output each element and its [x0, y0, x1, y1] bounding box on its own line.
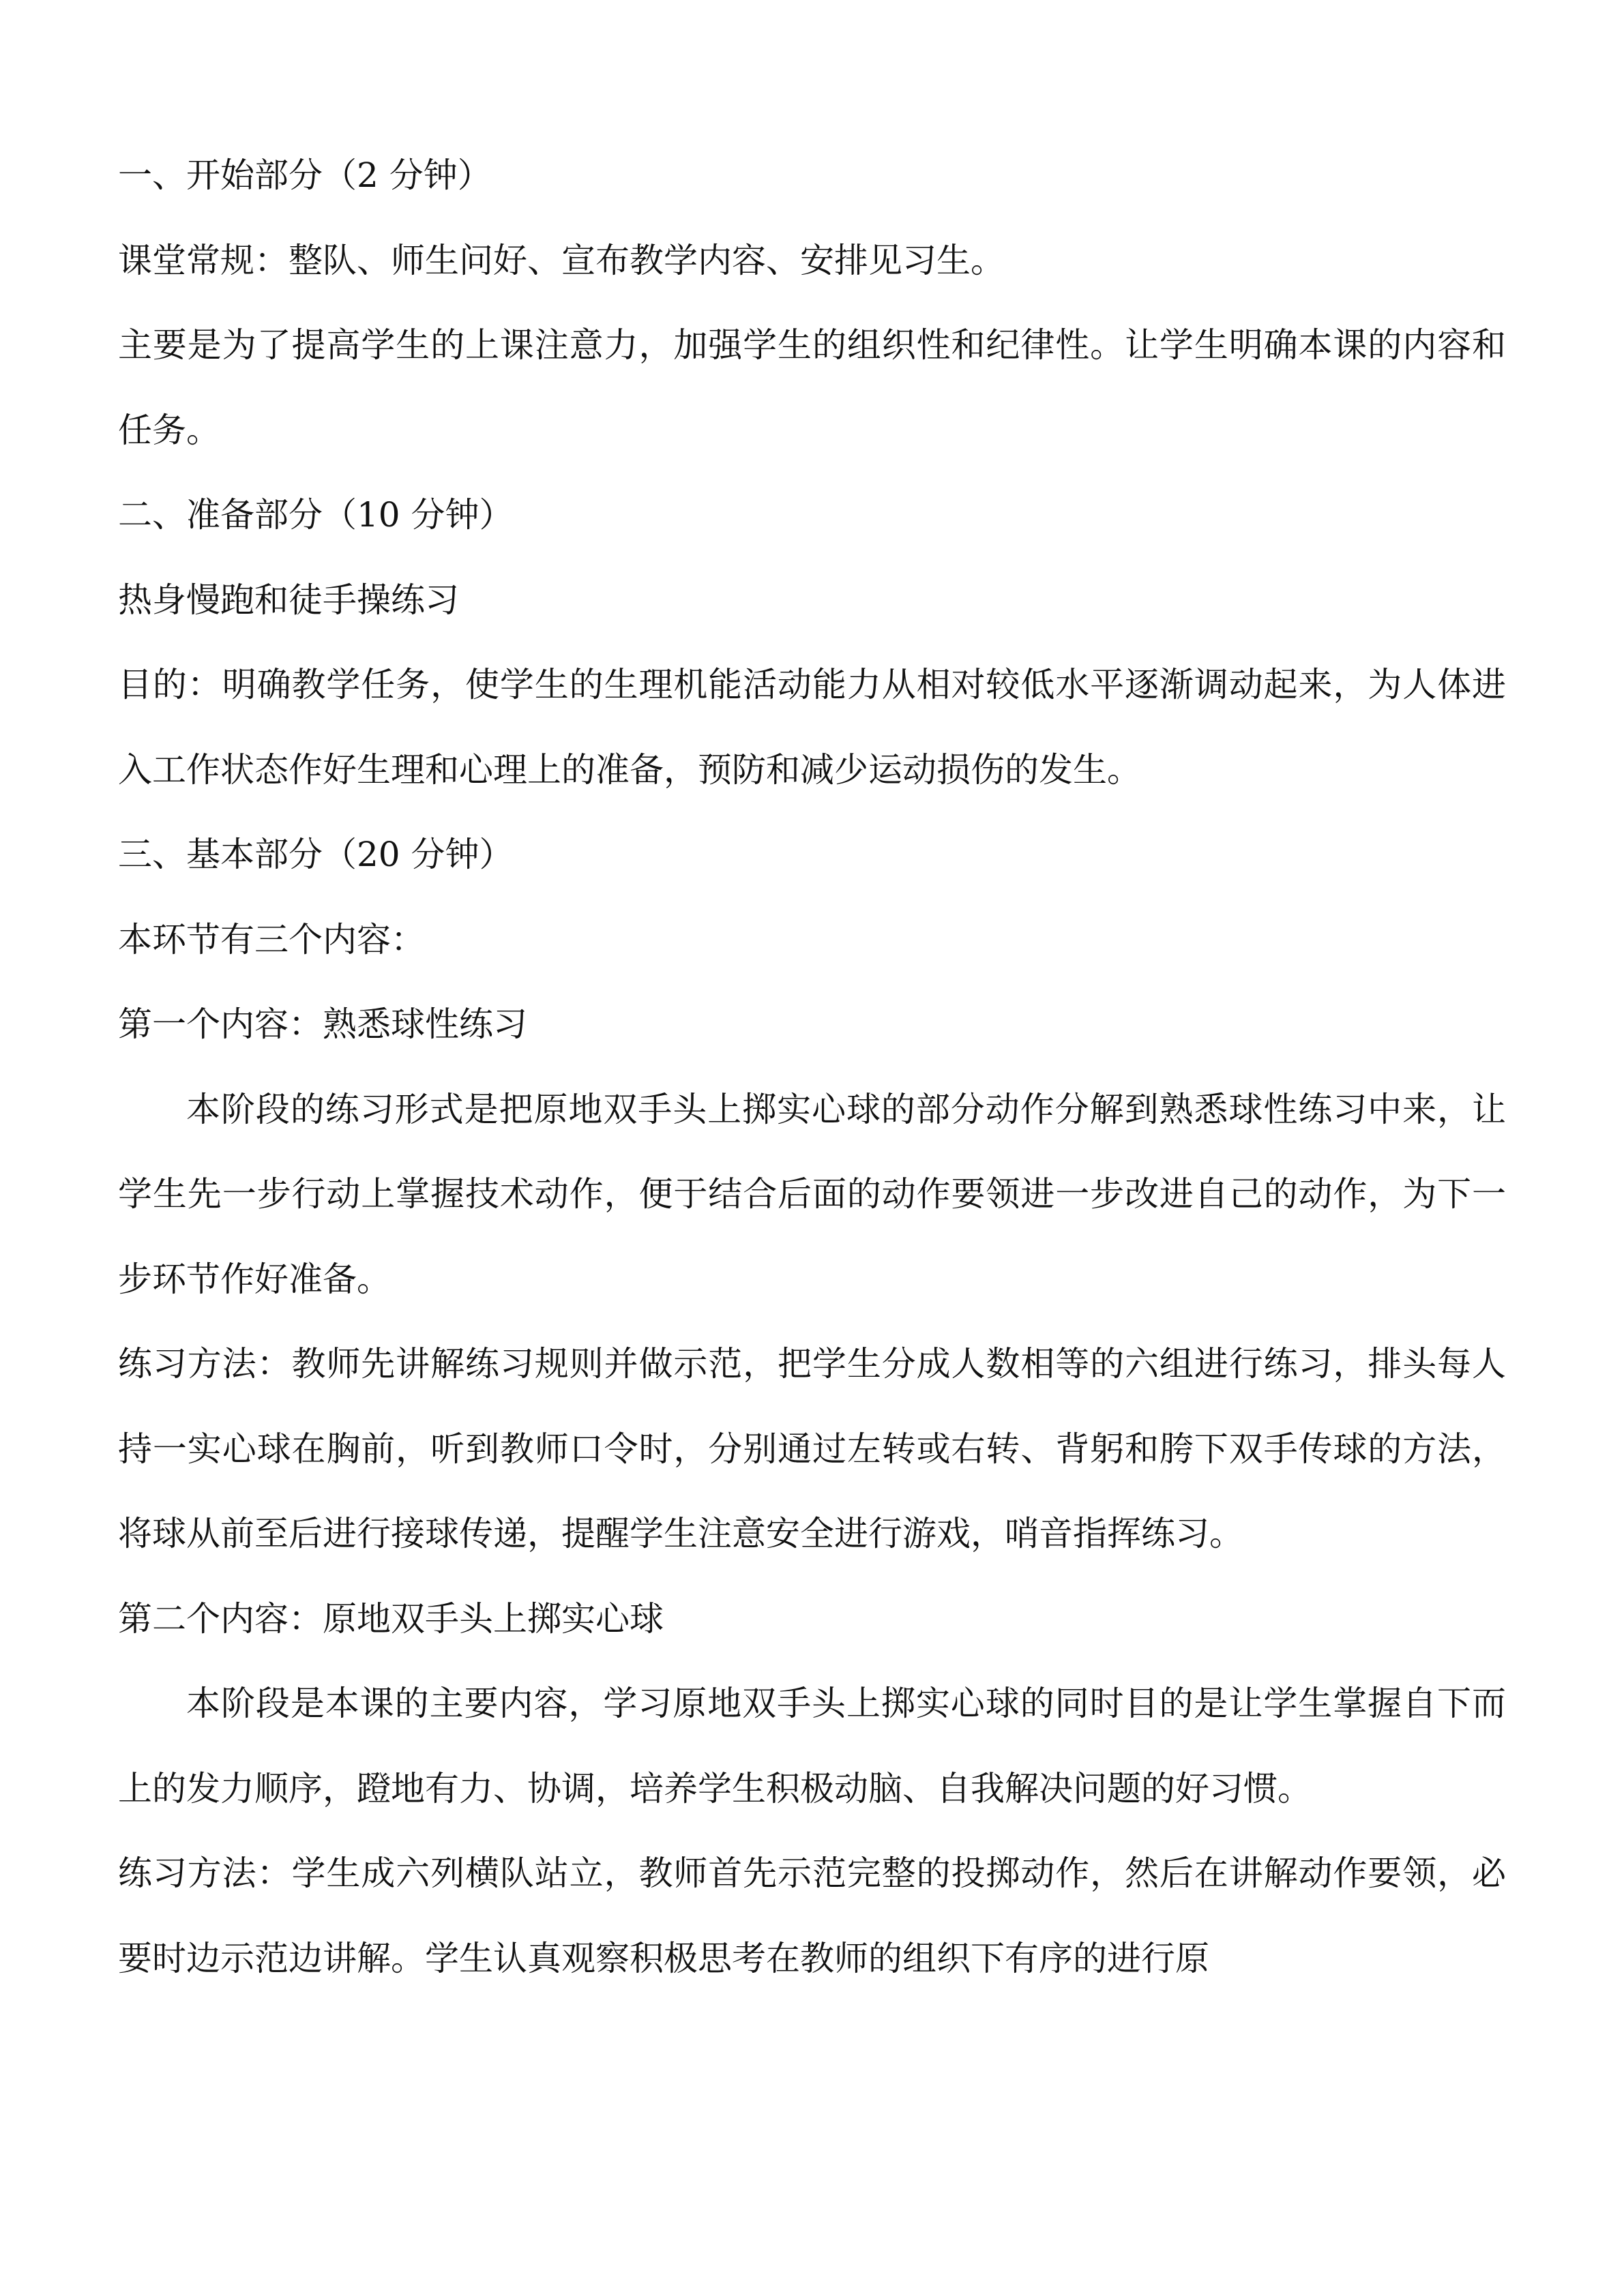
paragraph-practice-method-two: 练习方法：学生成六列横队站立，教师首先示范完整的投掷动作，然后在讲解动作要领，必要时边示范边讲解。学生认真观察积极思考在教师的组织下有序的进行原 — [118, 1853, 1506, 1978]
paragraph-warmup: 热身慢跑和徒手操练习 — [118, 580, 459, 620]
paragraph-practice-method-one: 练习方法：教师先讲解练习规则并做示范，把学生分成人数相等的六组进行练习，排头每人持一实心球在胸前，听到教师口令时，分别通过左转或右转、背躬和胯下双手传球的方法，将球从前至后进行接球传递，提醒学生注意安全进行游戏，哨音指挥练习。 — [118, 1344, 1506, 1553]
subheading-content-two: 第二个内容：原地双手头上掷实心球 — [118, 1598, 664, 1639]
paragraph-purpose-attention: 主要是为了提高学生的上课注意力，加强学生的组织性和纪律性。让学生明确本课的内容和任务。 — [118, 325, 1506, 450]
section-heading-preparation: 二、准备部分（10 分钟） — [118, 495, 514, 535]
paragraph-ball-familiarity: 本阶段的练习形式是把原地双手头上掷实心球的部分动作分解到熟悉球性练习中来，让学生先一步行动上掌握技术动作，便于结合后面的动作要领进一步改进自己的动作，为下一步环节作好准备。 — [118, 1089, 1506, 1299]
document-body — [118, 133, 1506, 2001]
section-heading-basic: 三、基本部分（20 分钟） — [118, 835, 514, 874]
paragraph-main-content: 本阶段是本课的主要内容，学习原地双手头上掷实心球的同时目的是让学生掌握自下而上的发力顺序，蹬地有力、协调，培养学生积极动脑、自我解决问题的好习惯。 — [118, 1684, 1506, 1808]
paragraph-warmup-purpose: 目的：明确教学任务，使学生的生理机能活动能力从相对较低水平逐渐调动起来，为人体进入工作状态作好生理和心理上的准备，预防和减少运动损伤的发生。 — [118, 665, 1506, 790]
paragraph-class-routine: 课堂常规：整队、师生问好、宣布教学内容、安排见习生。 — [118, 240, 1005, 280]
section-heading-start: 一、开始部分（2 分钟） — [118, 155, 492, 195]
subheading-content-one: 第一个内容：熟悉球性练习 — [118, 1004, 527, 1044]
paragraph-three-contents: 本环节有三个内容： — [118, 919, 425, 959]
